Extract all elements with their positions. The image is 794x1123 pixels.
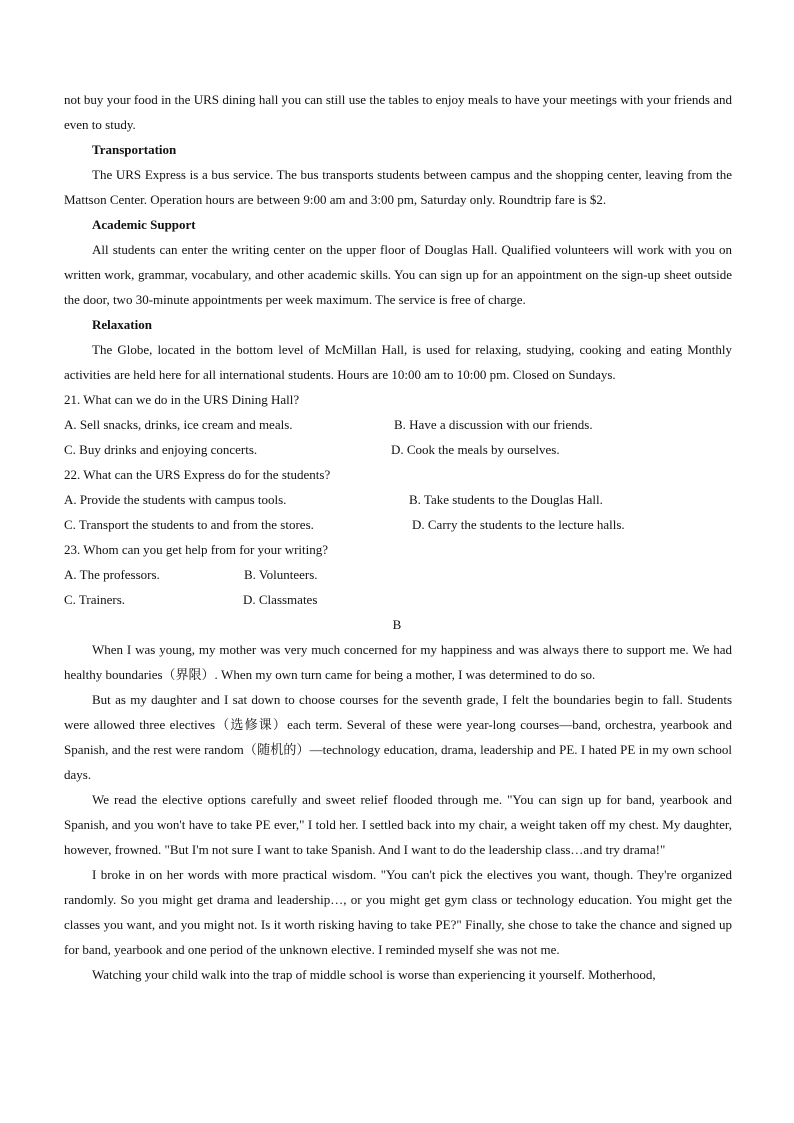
q22-option-d: D. Carry the students to the lecture halls. bbox=[412, 517, 625, 532]
transport-heading: Transportation bbox=[92, 142, 177, 157]
relax-heading: Relaxation bbox=[92, 317, 152, 332]
passage-b-paragraph: When I was young, my mother was very much concerned for my happiness and was always there to support me. We had healthy boundaries（界限）. When my own turn came for being a mother, I was determined to do so. bbox=[64, 642, 732, 682]
passage-b-paragraph: I broke in on her words with more practical wisdom. "You can't pick the electives you want, though. They're organized randomly. So you might get drama and leadership…, or you might get gym class or technology education. You might get the classes you want, and you might not. Is it worth risking having to take PE?" Finally, she chose to take the chance and signed up for band, yearbook and one period of the unknown elective. I reminded myself she was not me. bbox=[64, 867, 732, 957]
q21-option-a: A. Sell snacks, drinks, ice cream and meals. bbox=[64, 417, 293, 432]
q22-option-a: A. Provide the students with campus tools. bbox=[64, 492, 287, 507]
q23-option-c: C. Trainers. bbox=[64, 592, 126, 607]
q23-option-d: D. Classmates bbox=[243, 592, 318, 607]
q21-option-b: B. Have a discussion with our friends. bbox=[394, 417, 593, 432]
passage-a-top bbox=[64, 87, 732, 387]
academic-heading: Academic Support bbox=[92, 217, 196, 232]
intro-tail: not buy your food in the URS dining hall you can still use the tables to enjoy meals to have your meetings with your friends and even to study. bbox=[64, 92, 732, 132]
transport-text: The URS Express is a bus service. The bus transports students between campus and the shopping center, leaving from the Mattson Center. Operation hours are between 9:00 am and 3:00 pm, Saturday only. Roundtrip fare is $2. bbox=[64, 167, 732, 207]
q22-option-b: B. Take students to the Douglas Hall. bbox=[409, 492, 603, 507]
q21-option-d: D. Cook the meals by ourselves. bbox=[391, 442, 560, 457]
relax-text: The Globe, located in the bottom level of McMillan Hall, is used for relaxing, studying, cooking and eating Monthly activities are held here for all international students. Hours are 10:00 am to 10:00 pm. Closed on Sundays. bbox=[64, 342, 732, 382]
passage-b-body bbox=[64, 637, 732, 987]
q23-option-b: B. Volunteers. bbox=[244, 567, 318, 582]
q23-option-a: A. The professors. bbox=[64, 567, 160, 582]
question-22-stem: 22. What can the URS Express do for the students? bbox=[64, 467, 331, 482]
passage-b-paragraph: Watching your child walk into the trap of middle school is worse than experiencing it yourself. Motherhood, bbox=[92, 967, 656, 982]
passage-b-paragraph: We read the elective options carefully and sweet relief flooded through me. "You can sign up for band, yearbook and Spanish, and you won't have to take PE ever," I told her. I settled back into my chair, a weight taken off my chest. My daughter, however, frowned. "But I'm not sure I want to take Spanish. And I want to do the leadership class…and try drama!" bbox=[64, 792, 732, 857]
passage-b-label: B bbox=[392, 617, 402, 632]
q22-option-c: C. Transport the students to and from the stores. bbox=[64, 517, 314, 532]
academic-text: All students can enter the writing center on the upper floor of Douglas Hall. Qualified volunteers will work with you on written work, grammar, vocabulary, and other academic skills. You can sign up for an appointment on the sign-up sheet outside the door, two 30-minute appointments per week maximum. The service is free of charge. bbox=[64, 242, 732, 307]
question-21-stem: 21. What can we do in the URS Dining Hall? bbox=[64, 392, 300, 407]
passage-b-paragraph: But as my daughter and I sat down to choose courses for the seventh grade, I felt the boundaries begin to fall. Students were allowed three electives（选修课）each term. Several of these were year-long courses—band, orchestra, yearbook and Spanish, and the rest were random（随机的）—technology education, drama, leadership and PE. I hated PE in my own school days. bbox=[64, 692, 732, 782]
q21-option-c: C. Buy drinks and enjoying concerts. bbox=[64, 442, 258, 457]
question-23-stem: 23. Whom can you get help from for your writing? bbox=[64, 542, 329, 557]
